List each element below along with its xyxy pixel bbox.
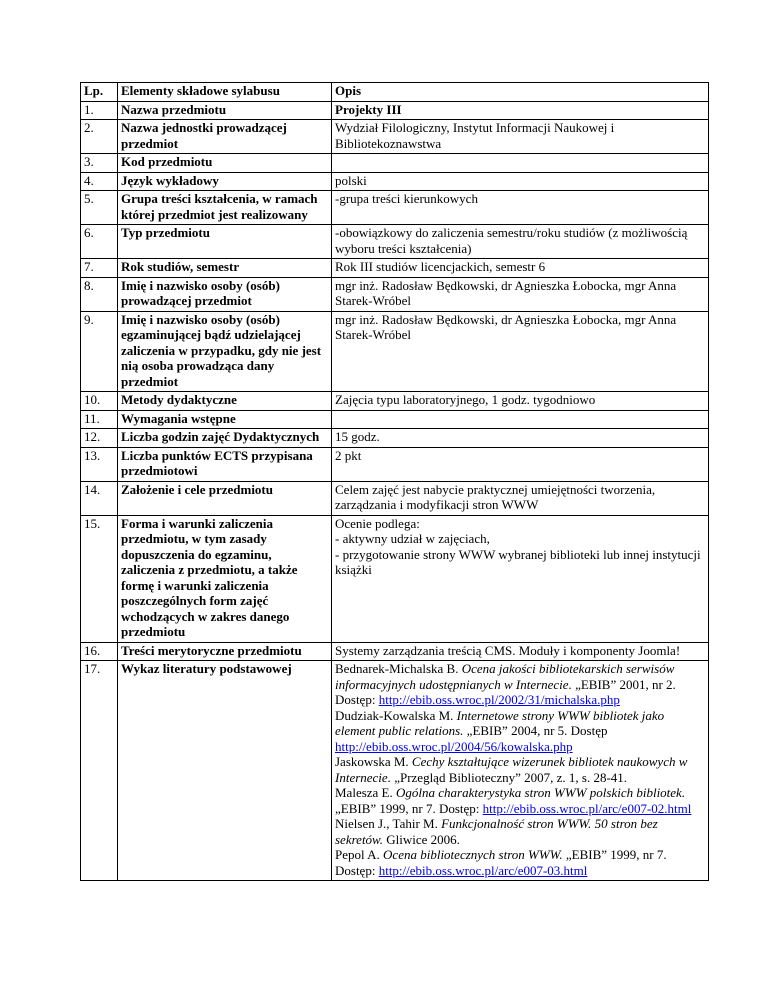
literature-title: Ocena jakości bibliotekarskich serwisów informacyjnych udostępnianych w Internecie. — [335, 661, 675, 692]
row-value — [332, 154, 709, 173]
literature-link[interactable]: http://ebib.oss.wroc.pl/arc/e007-02.html — [482, 800, 692, 816]
row-label: Liczba godzin zajęć Dydaktycznych — [118, 429, 332, 448]
table-row — [81, 481, 709, 515]
table-row — [81, 101, 709, 120]
row-label: Metody dydaktyczne — [118, 392, 332, 411]
row-value: Projekty III — [332, 101, 709, 120]
row-value: 15 godz. — [332, 429, 709, 448]
literature-item — [335, 847, 705, 878]
syllabus-table-body — [81, 83, 709, 881]
literature-author: Nielsen J., Tahir M. — [335, 816, 442, 831]
row-value: mgr inż. Radosław Będkowski, dr Agnieszka Łobocka, mgr Anna Starek-Wróbel — [332, 277, 709, 311]
row-number: 15. — [81, 515, 118, 642]
row-label: Rok studiów, semestr — [118, 259, 332, 278]
row-number: 2. — [81, 120, 118, 154]
literature-link[interactable]: http://ebib.oss.wroc.pl/arc/e007-03.html — [378, 862, 588, 878]
row-value: -grupa treści kierunkowych — [332, 191, 709, 225]
row-number: 4. — [81, 172, 118, 191]
literature-item — [335, 785, 705, 816]
literature-title: Ogólna charakterystyka stron WWW polskich bibliotek. — [396, 785, 686, 800]
row-value: mgr inż. Radosław Będkowski, dr Agnieszka Łobocka, mgr Anna Starek-Wróbel — [332, 311, 709, 392]
value-line: - aktywny udział w zajęciach, — [335, 531, 490, 546]
row-number: 12. — [81, 429, 118, 448]
row-label: Forma i warunki zaliczenia przedmiotu, w tym zasady dopuszczenia do egzaminu, zaliczenia z przedmiotu, a także formę i warunki zaliczenia poszczególnych form zajęć wchodzących w zakres danego przedmiotu — [118, 515, 332, 642]
header-elements: Elementy składowe sylabusu — [118, 83, 332, 102]
row-value: Zajęcia typu laboratoryjnego, 1 godz. tygodniowo — [332, 392, 709, 411]
table-row — [81, 120, 709, 154]
table-row — [81, 661, 709, 881]
literature-item — [335, 708, 705, 755]
literature-link[interactable]: http://ebib.oss.wroc.pl/2004/56/kowalska.php — [335, 738, 573, 754]
literature-item — [335, 661, 705, 708]
row-value: -obowiązkowy do zaliczenia semestru/roku studiów (z możliwością wyboru treści kształcenia) — [332, 225, 709, 259]
syllabus-table — [80, 82, 709, 881]
row-label: Wymagania wstępne — [118, 410, 332, 429]
table-row — [81, 225, 709, 259]
row-label: Nazwa jednostki prowadzącej przedmiot — [118, 120, 332, 154]
row-number: 10. — [81, 392, 118, 411]
row-value — [332, 661, 709, 881]
table-row — [81, 191, 709, 225]
row-number: 8. — [81, 277, 118, 311]
row-label: Wykaz literatury podstawowej — [118, 661, 332, 881]
row-label: Imię i nazwisko osoby (osób) egzaminującej bądź udzielającej zaliczenia w przypadku, gdy nie jest nią osoba prowadząca dany przedmiot — [118, 311, 332, 392]
literature-details: „Przegląd Biblioteczny” 2007, z. 1, s. 28-41. — [390, 769, 628, 785]
value-line: - przygotowanie strony WWW wybranej biblioteki lub innej instytucji książki — [335, 546, 701, 577]
table-row — [81, 277, 709, 311]
row-value — [332, 410, 709, 429]
row-number: 7. — [81, 259, 118, 278]
row-label: Liczba punktów ECTS przypisana przedmiotowi — [118, 447, 332, 481]
row-value: Wydział Filologiczny, Instytut Informacji Naukowej i Bibliotekoznawstwa — [332, 120, 709, 154]
table-row — [81, 447, 709, 481]
row-value: 2 pkt — [332, 447, 709, 481]
literature-details: „EBIB” 1999, nr 7. Dostęp: — [335, 800, 483, 816]
row-value: polski — [332, 172, 709, 191]
literature-link[interactable]: http://ebib.oss.wroc.pl/2002/31/michalska.php — [378, 692, 620, 707]
table-row — [81, 642, 709, 661]
row-label: Grupa treści kształcenia, w ramach której przedmiot jest realizowany — [118, 191, 332, 225]
literature-details: „EBIB” 1999, nr 7. Dostęp: — [335, 847, 667, 878]
row-number: 1. — [81, 101, 118, 120]
literature-item — [335, 754, 705, 785]
row-number: 13. — [81, 447, 118, 481]
row-number: 16. — [81, 642, 118, 661]
table-row — [81, 154, 709, 173]
table-row — [81, 311, 709, 392]
row-label: Nazwa przedmiotu — [118, 101, 332, 120]
row-number: 11. — [81, 410, 118, 429]
table-header-row — [81, 83, 709, 102]
literature-author: Dudziak-Kowalska M. — [335, 707, 457, 723]
literature-author: Malesza E. — [335, 785, 397, 800]
literature-details: „EBIB” 2001, nr 2. Dostęp: — [335, 676, 676, 707]
table-row — [81, 410, 709, 429]
literature-title: Internetowe strony WWW bibliotek jako element public relations. — [335, 707, 665, 738]
literature-details: Gliwice 2006. — [383, 831, 460, 847]
header-lp: Lp. — [81, 83, 118, 102]
row-label: Kod przedmiotu — [118, 154, 332, 173]
table-row — [81, 259, 709, 278]
row-number: 6. — [81, 225, 118, 259]
row-label: Założenie i cele przedmiotu — [118, 481, 332, 515]
literature-author: Jaskowska M. — [335, 754, 412, 769]
header-description: Opis — [332, 83, 709, 102]
row-number: 17. — [81, 661, 118, 881]
value-line: Ocenie podlega: — [335, 515, 420, 531]
literature-author: Bednarek-Michalska B. — [335, 661, 462, 676]
row-number: 5. — [81, 191, 118, 225]
row-value: Rok III studiów licencjackich, semestr 6 — [332, 259, 709, 278]
table-row — [81, 515, 709, 642]
row-label: Typ przedmiotu — [118, 225, 332, 259]
literature-title: Funkcjonalność stron WWW. 50 stron bez sekretów. — [335, 816, 658, 847]
row-value: Systemy zarządzania treścią CMS. Moduły i komponenty Joomla! — [332, 642, 709, 661]
table-row — [81, 392, 709, 411]
row-number: 3. — [81, 154, 118, 173]
literature-title: Cechy kształtujące wizerunek bibliotek naukowych w Internecie. — [335, 754, 688, 785]
row-label: Imię i nazwisko osoby (osób) prowadzącej przedmiot — [118, 277, 332, 311]
row-label: Treści merytoryczne przedmiotu — [118, 642, 332, 661]
table-row — [81, 172, 709, 191]
row-label: Język wykładowy — [118, 172, 332, 191]
row-value: Celem zajęć jest nabycie praktycznej umiejętności tworzenia, zarządzania i modyfikacji stron WWW — [332, 481, 709, 515]
literature-author: Pepol A. — [335, 847, 384, 862]
literature-title: Ocena bibliotecznych stron WWW. — [383, 847, 563, 862]
literature-item — [335, 816, 705, 847]
table-row — [81, 429, 709, 448]
row-value — [332, 515, 709, 642]
row-number: 14. — [81, 481, 118, 515]
literature-details: „EBIB” 2004, nr 5. Dostęp — [463, 723, 608, 738]
row-number: 9. — [81, 311, 118, 392]
